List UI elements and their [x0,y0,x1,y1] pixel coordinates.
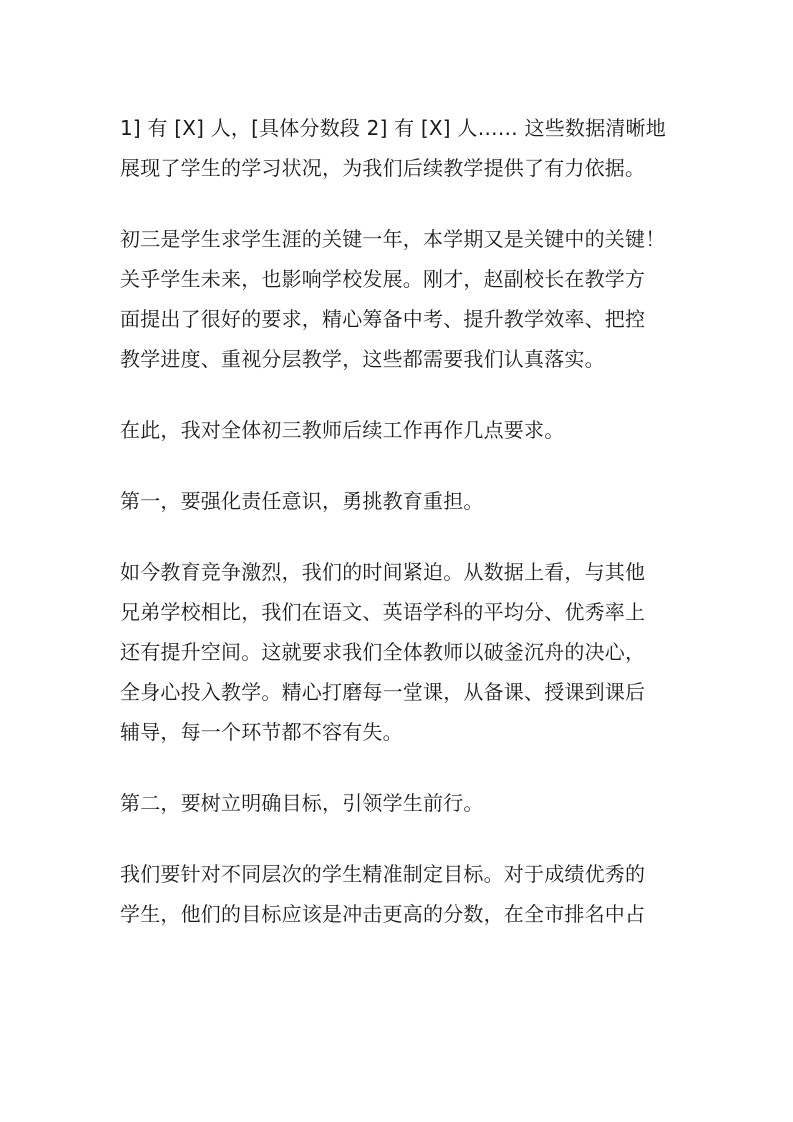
text-line: 还有提升空间。这就要求我们全体教师以破釜沉舟的决心， [120,640,646,664]
document-body [120,108,680,965]
text-line: 面提出了很好的要求，精心筹备中考、提升教学效率、把控 [120,307,646,331]
text-line: 全身心投入教学。精心打磨每一堂课，从备课、授课到课后 [120,680,646,704]
text-line: 学生，他们的目标应该是冲击更高的分数，在全市排名中占 [120,902,646,926]
text-line: 第一，要强化责任意识，勇挑教育重担。 [120,489,484,513]
text-line: 辅导，每一个环节都不容有失。 [120,720,403,744]
text-line: 第二，要树立明确目标，引领学生前行。 [120,791,484,815]
text-line: 关乎学生未来，也影响学校发展。刚才，赵副校长在教学方 [120,267,646,291]
paragraph-requirements-intro [120,410,680,450]
paragraph-point-two-body [120,854,680,934]
text-line: 兄弟学校相比，我们在语文、英语学科的平均分、优秀率上 [120,600,646,624]
text-line: 展现了学生的学习状况，为我们后续教学提供了有力依据。 [120,156,646,180]
text-line: 教学进度、重视分层教学，这些都需要我们认真落实。 [120,347,605,371]
text-line: 我们要针对不同层次的学生精准制定目标。对于成绩优秀的 [120,862,646,886]
heading-point-two [120,783,680,823]
heading-point-one [120,481,680,521]
text-line: 1] 有 [X] 人，[具体分数段 2] 有 [X] 人…… 这些数据清晰地 [120,116,666,140]
paragraph-point-one-body [120,552,680,752]
text-line: 如今教育竞争激烈，我们的时间紧迫。从数据上看，与其他 [120,560,646,584]
text-line: 初三是学生求学生涯的关键一年，本学期又是关键中的关键！ [120,227,666,251]
paragraph-data-summary [120,108,680,188]
text-line: 在此，我对全体初三教师后续工作再作几点要求。 [120,418,565,442]
paragraph-grade-nine-importance [120,219,680,379]
